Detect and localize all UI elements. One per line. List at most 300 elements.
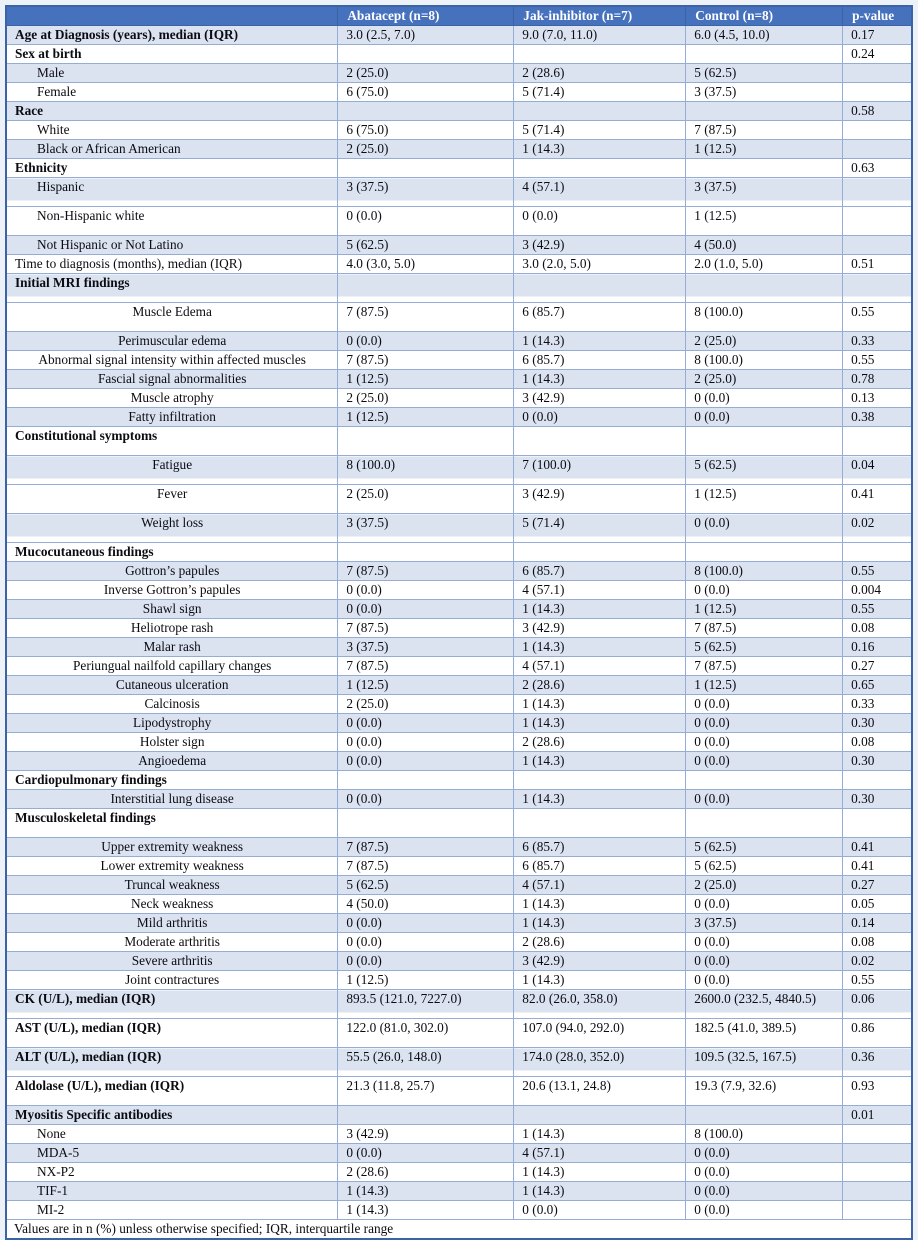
abatacept-value-cell: 0 (0.0) [338,914,514,933]
row-label-cell: Fascial signal abnormalities [6,370,338,389]
abatacept-value-cell: 1 (12.5) [338,408,514,427]
p-value-cell [843,1182,912,1201]
row-label-cell: Race [6,102,338,121]
p-value-cell: 0.02 [843,952,912,971]
table-row [6,857,912,876]
table-row [6,676,912,695]
abatacept-value-cell: 4.0 (3.0, 5.0) [338,255,514,274]
p-value-cell: 0.30 [843,790,912,809]
control-value-cell: 0 (0.0) [686,733,843,752]
abatacept-value-cell: 1 (14.3) [338,1201,514,1220]
p-value-cell: 0.30 [843,752,912,771]
table-row [6,351,912,370]
table-row [6,427,912,456]
footnote-text: Values are in n (%) unless otherwise specified; IQR, interquartile range [6,1220,912,1240]
control-value-cell: 5 (62.5) [686,857,843,876]
abatacept-value-cell: 6 (75.0) [338,83,514,102]
row-label-cell: ALT (U/L), median (IQR) [6,1048,338,1077]
p-value-cell [843,1201,912,1220]
p-value-cell: 0.41 [843,857,912,876]
table-row [6,121,912,140]
table-row [6,562,912,581]
control-value-cell: 8 (100.0) [686,351,843,370]
p-value-cell: 0.13 [843,389,912,408]
row-label-cell: Upper extremity weakness [6,838,338,857]
jak-inhibitor-value-cell: 107.0 (94.0, 292.0) [514,1019,686,1048]
abatacept-value-cell: 2 (28.6) [338,1163,514,1182]
jak-inhibitor-value-cell: 1 (14.3) [514,638,686,657]
row-label-cell: Sex at birth [6,45,338,64]
control-value-cell: 0 (0.0) [686,895,843,914]
p-value-cell [843,1144,912,1163]
abatacept-value-cell [338,45,514,64]
p-value-cell: 0.33 [843,332,912,351]
row-label-cell: Interstitial lung disease [6,790,338,809]
control-value-cell: 8 (100.0) [686,1125,843,1144]
abatacept-value-cell: 1 (12.5) [338,971,514,990]
p-value-cell: 0.41 [843,838,912,857]
p-value-cell: 0.55 [843,562,912,581]
jak-inhibitor-value-cell: 3 (42.9) [514,236,686,255]
abatacept-value-cell: 3 (37.5) [338,178,514,207]
row-label-cell: Fatigue [6,456,338,485]
abatacept-value-cell: 0 (0.0) [338,332,514,351]
table-row [6,714,912,733]
row-label-cell: Malar rash [6,638,338,657]
row-label-cell: Not Hispanic or Not Latino [6,236,338,255]
abatacept-value-cell: 7 (87.5) [338,619,514,638]
jak-inhibitor-value-cell: 5 (71.4) [514,514,686,543]
jak-inhibitor-value-cell [514,1106,686,1125]
table-row [6,1144,912,1163]
table-row [6,1048,912,1077]
row-label-cell: Age at Diagnosis (years), median (IQR) [6,26,338,45]
table-row [6,159,912,178]
control-value-cell: 0 (0.0) [686,514,843,543]
control-value-cell: 2 (25.0) [686,370,843,389]
table-row [6,771,912,790]
p-value-cell [843,274,912,303]
control-value-cell: 0 (0.0) [686,933,843,952]
control-value-cell: 5 (62.5) [686,838,843,857]
row-label-cell: Myositis Specific antibodies [6,1106,338,1125]
control-value-cell: 3 (37.5) [686,178,843,207]
row-label-cell: Weight loss [6,514,338,543]
row-label-cell: Non-Hispanic white [6,207,338,236]
row-label-cell: AST (U/L), median (IQR) [6,1019,338,1048]
abatacept-value-cell: 55.5 (26.0, 148.0) [338,1048,514,1077]
row-label-cell: None [6,1125,338,1144]
abatacept-value-cell: 6 (75.0) [338,121,514,140]
abatacept-value-cell [338,102,514,121]
p-value-cell: 0.33 [843,695,912,714]
row-label-cell: Periungual nailfold capillary changes [6,657,338,676]
row-label-cell: White [6,121,338,140]
abatacept-value-cell: 1 (14.3) [338,1182,514,1201]
abatacept-value-cell [338,771,514,790]
table-row [6,332,912,351]
p-value-cell [843,809,912,838]
jak-inhibitor-value-cell: 5 (71.4) [514,83,686,102]
abatacept-value-cell: 2 (25.0) [338,389,514,408]
jak-inhibitor-value-cell: 1 (14.3) [514,600,686,619]
table-row [6,274,912,303]
row-label-cell: Heliotrope rash [6,619,338,638]
p-value-cell [843,121,912,140]
table-row [6,303,912,332]
jak-inhibitor-value-cell [514,274,686,303]
table-row [6,1125,912,1144]
p-value-cell: 0.63 [843,159,912,178]
table-row [6,914,912,933]
table-row [6,790,912,809]
jak-inhibitor-value-cell: 1 (14.3) [514,752,686,771]
p-value-cell: 0.55 [843,351,912,370]
control-value-cell: 2 (25.0) [686,332,843,351]
control-value-cell: 3 (37.5) [686,914,843,933]
table-header-row [6,6,912,26]
p-value-cell: 0.55 [843,600,912,619]
abatacept-value-cell: 0 (0.0) [338,790,514,809]
jak-inhibitor-value-cell: 3 (42.9) [514,952,686,971]
jak-inhibitor-value-cell: 0 (0.0) [514,1201,686,1220]
control-value-cell: 5 (62.5) [686,64,843,83]
jak-inhibitor-value-cell [514,159,686,178]
table-row [6,809,912,838]
abatacept-value-cell: 7 (87.5) [338,657,514,676]
p-value-cell: 0.38 [843,408,912,427]
p-value-cell [843,178,912,207]
p-value-cell: 0.58 [843,102,912,121]
abatacept-value-cell: 5 (62.5) [338,876,514,895]
row-label-cell: Ethnicity [6,159,338,178]
abatacept-value-cell [338,274,514,303]
jak-inhibitor-value-cell: 7 (100.0) [514,456,686,485]
abatacept-value-cell [338,809,514,838]
row-label-cell: Cutaneous ulceration [6,676,338,695]
p-value-cell [843,771,912,790]
row-label-cell: NX-P2 [6,1163,338,1182]
abatacept-value-cell: 0 (0.0) [338,733,514,752]
jak-inhibitor-value-cell: 1 (14.3) [514,1163,686,1182]
table-footnote-row [6,1220,912,1240]
row-label-cell: TIF-1 [6,1182,338,1201]
row-label-cell: Black or African American [6,140,338,159]
row-label-cell: Lower extremity weakness [6,857,338,876]
table-row [6,26,912,45]
table-row [6,971,912,990]
table-body [6,26,912,1220]
row-label-cell: Muscle Edema [6,303,338,332]
row-label-cell: Female [6,83,338,102]
row-label-cell: Constitutional symptoms [6,427,338,456]
table-row [6,990,912,1019]
p-value-cell: 0.14 [843,914,912,933]
table-row [6,178,912,207]
row-label-cell: Abnormal signal intensity within affected muscles [6,351,338,370]
control-value-cell [686,274,843,303]
control-value-cell: 0 (0.0) [686,581,843,600]
abatacept-value-cell: 0 (0.0) [338,933,514,952]
p-value-cell [843,207,912,236]
header-empty-cell [6,6,338,26]
jak-inhibitor-value-cell: 3 (42.9) [514,619,686,638]
jak-inhibitor-value-cell: 4 (57.1) [514,657,686,676]
row-label-cell: Time to diagnosis (months), median (IQR) [6,255,338,274]
abatacept-value-cell: 7 (87.5) [338,562,514,581]
header-p-value: p-value [843,6,912,26]
control-value-cell: 0 (0.0) [686,389,843,408]
p-value-cell: 0.06 [843,990,912,1019]
jak-inhibitor-value-cell: 4 (57.1) [514,876,686,895]
jak-inhibitor-value-cell: 1 (14.3) [514,914,686,933]
jak-inhibitor-value-cell: 0 (0.0) [514,207,686,236]
jak-inhibitor-value-cell [514,102,686,121]
table-row [6,236,912,255]
header-abatacept: Abatacept (n=8) [338,6,514,26]
abatacept-value-cell: 3 (37.5) [338,514,514,543]
p-value-cell: 0.65 [843,676,912,695]
p-value-cell [843,236,912,255]
jak-inhibitor-value-cell: 1 (14.3) [514,895,686,914]
table-row [6,45,912,64]
jak-inhibitor-value-cell: 2 (28.6) [514,733,686,752]
abatacept-value-cell: 0 (0.0) [338,752,514,771]
jak-inhibitor-value-cell: 3 (42.9) [514,485,686,514]
p-value-cell: 0.01 [843,1106,912,1125]
jak-inhibitor-value-cell: 1 (14.3) [514,971,686,990]
control-value-cell: 182.5 (41.0, 389.5) [686,1019,843,1048]
control-value-cell [686,809,843,838]
table-row [6,619,912,638]
table-row [6,370,912,389]
abatacept-value-cell: 2 (25.0) [338,485,514,514]
header-jak-inhibitor: Jak-inhibitor (n=7) [514,6,686,26]
abatacept-value-cell: 2 (25.0) [338,140,514,159]
abatacept-value-cell: 2 (25.0) [338,695,514,714]
row-label-cell: Muscle atrophy [6,389,338,408]
row-label-cell: Angioedema [6,752,338,771]
p-value-cell: 0.02 [843,514,912,543]
jak-inhibitor-value-cell: 5 (71.4) [514,121,686,140]
row-label-cell: Fatty infiltration [6,408,338,427]
control-value-cell: 0 (0.0) [686,408,843,427]
table-row [6,1019,912,1048]
p-value-cell [843,427,912,456]
table-row [6,895,912,914]
control-value-cell: 2600.0 (232.5, 4840.5) [686,990,843,1019]
row-label-cell: Male [6,64,338,83]
table-row [6,1163,912,1182]
p-value-cell [843,64,912,83]
abatacept-value-cell [338,427,514,456]
p-value-cell [843,1163,912,1182]
table-row [6,1201,912,1220]
abatacept-value-cell: 0 (0.0) [338,952,514,971]
jak-inhibitor-value-cell: 2 (28.6) [514,64,686,83]
p-value-cell [843,83,912,102]
control-value-cell [686,1106,843,1125]
control-value-cell: 0 (0.0) [686,1201,843,1220]
abatacept-value-cell: 0 (0.0) [338,1144,514,1163]
control-value-cell [686,102,843,121]
control-value-cell: 7 (87.5) [686,657,843,676]
p-value-cell: 0.08 [843,733,912,752]
row-label-cell: Gottron’s papules [6,562,338,581]
p-value-cell [843,1125,912,1144]
jak-inhibitor-value-cell [514,45,686,64]
control-value-cell: 1 (12.5) [686,600,843,619]
table-row [6,485,912,514]
jak-inhibitor-value-cell [514,809,686,838]
p-value-cell: 0.41 [843,485,912,514]
row-label-cell: Cardiopulmonary findings [6,771,338,790]
abatacept-value-cell: 7 (87.5) [338,351,514,370]
row-label-cell: Inverse Gottron’s papules [6,581,338,600]
p-value-cell: 0.16 [843,638,912,657]
table-row [6,140,912,159]
jak-inhibitor-value-cell: 4 (57.1) [514,178,686,207]
abatacept-value-cell [338,543,514,562]
p-value-cell: 0.36 [843,1048,912,1077]
jak-inhibitor-value-cell: 3.0 (2.0, 5.0) [514,255,686,274]
table-row [6,733,912,752]
table-row [6,83,912,102]
table-row [6,638,912,657]
p-value-cell: 0.04 [843,456,912,485]
table-row [6,952,912,971]
table-row [6,600,912,619]
control-value-cell: 4 (50.0) [686,236,843,255]
control-value-cell: 1 (12.5) [686,207,843,236]
table-row [6,752,912,771]
control-value-cell: 1 (12.5) [686,140,843,159]
row-label-cell: Hispanic [6,178,338,207]
row-label-cell: Aldolase (U/L), median (IQR) [6,1077,338,1106]
row-label-cell: Mucocutaneous findings [6,543,338,562]
control-value-cell [686,543,843,562]
row-label-cell: Calcinosis [6,695,338,714]
table-row [6,695,912,714]
row-label-cell: MI-2 [6,1201,338,1220]
control-value-cell: 0 (0.0) [686,971,843,990]
jak-inhibitor-value-cell: 82.0 (26.0, 358.0) [514,990,686,1019]
control-value-cell: 6.0 (4.5, 10.0) [686,26,843,45]
control-value-cell: 0 (0.0) [686,1144,843,1163]
abatacept-value-cell: 7 (87.5) [338,838,514,857]
row-label-cell: Lipodystrophy [6,714,338,733]
table-row [6,207,912,236]
control-value-cell: 7 (87.5) [686,619,843,638]
control-value-cell: 3 (37.5) [686,83,843,102]
row-label-cell: Initial MRI findings [6,274,338,303]
jak-inhibitor-value-cell [514,543,686,562]
table-row [6,408,912,427]
jak-inhibitor-value-cell: 0 (0.0) [514,408,686,427]
p-value-cell [843,140,912,159]
row-label-cell: Fever [6,485,338,514]
jak-inhibitor-value-cell: 1 (14.3) [514,714,686,733]
jak-inhibitor-value-cell: 1 (14.3) [514,140,686,159]
p-value-cell: 0.55 [843,303,912,332]
abatacept-value-cell: 2 (25.0) [338,64,514,83]
table-row [6,876,912,895]
row-label-cell: Severe arthritis [6,952,338,971]
jak-inhibitor-value-cell: 20.6 (13.1, 24.8) [514,1077,686,1106]
jak-inhibitor-value-cell: 1 (14.3) [514,790,686,809]
p-value-cell: 0.55 [843,971,912,990]
control-value-cell: 0 (0.0) [686,752,843,771]
control-value-cell: 1 (12.5) [686,485,843,514]
clinical-characteristics-table [5,5,913,1240]
row-label-cell: Moderate arthritis [6,933,338,952]
p-value-cell: 0.30 [843,714,912,733]
jak-inhibitor-value-cell: 6 (85.7) [514,857,686,876]
abatacept-value-cell: 0 (0.0) [338,600,514,619]
row-label-cell: Joint contractures [6,971,338,990]
control-value-cell [686,159,843,178]
table-row [6,514,912,543]
row-label-cell: Neck weakness [6,895,338,914]
control-value-cell: 0 (0.0) [686,790,843,809]
table-row [6,64,912,83]
p-value-cell: 0.08 [843,933,912,952]
jak-inhibitor-value-cell [514,427,686,456]
p-value-cell: 0.08 [843,619,912,638]
p-value-cell: 0.05 [843,895,912,914]
jak-inhibitor-value-cell: 1 (14.3) [514,332,686,351]
control-value-cell: 7 (87.5) [686,121,843,140]
jak-inhibitor-value-cell: 9.0 (7.0, 11.0) [514,26,686,45]
control-value-cell [686,45,843,64]
table-row [6,389,912,408]
p-value-cell: 0.27 [843,657,912,676]
p-value-cell: 0.51 [843,255,912,274]
p-value-cell: 0.17 [843,26,912,45]
table-row [6,255,912,274]
control-value-cell: 5 (62.5) [686,456,843,485]
control-value-cell: 0 (0.0) [686,695,843,714]
jak-inhibitor-value-cell: 3 (42.9) [514,389,686,408]
p-value-cell: 0.004 [843,581,912,600]
row-label-cell: Musculoskeletal findings [6,809,338,838]
abatacept-value-cell: 3 (42.9) [338,1125,514,1144]
jak-inhibitor-value-cell: 2 (28.6) [514,676,686,695]
abatacept-value-cell: 21.3 (11.8, 25.7) [338,1077,514,1106]
control-value-cell: 109.5 (32.5, 167.5) [686,1048,843,1077]
abatacept-value-cell [338,1106,514,1125]
abatacept-value-cell: 0 (0.0) [338,714,514,733]
jak-inhibitor-value-cell: 1 (14.3) [514,1125,686,1144]
row-label-cell: Holster sign [6,733,338,752]
control-value-cell: 8 (100.0) [686,303,843,332]
abatacept-value-cell: 4 (50.0) [338,895,514,914]
abatacept-value-cell: 1 (12.5) [338,370,514,389]
control-value-cell: 0 (0.0) [686,714,843,733]
table-row [6,456,912,485]
control-value-cell: 2 (25.0) [686,876,843,895]
p-value-cell: 0.78 [843,370,912,389]
jak-inhibitor-value-cell: 4 (57.1) [514,581,686,600]
row-label-cell: Perimuscular edema [6,332,338,351]
jak-inhibitor-value-cell: 6 (85.7) [514,303,686,332]
jak-inhibitor-value-cell: 1 (14.3) [514,1182,686,1201]
abatacept-value-cell: 0 (0.0) [338,581,514,600]
control-value-cell: 1 (12.5) [686,676,843,695]
abatacept-value-cell: 7 (87.5) [338,303,514,332]
control-value-cell [686,771,843,790]
table-row [6,581,912,600]
